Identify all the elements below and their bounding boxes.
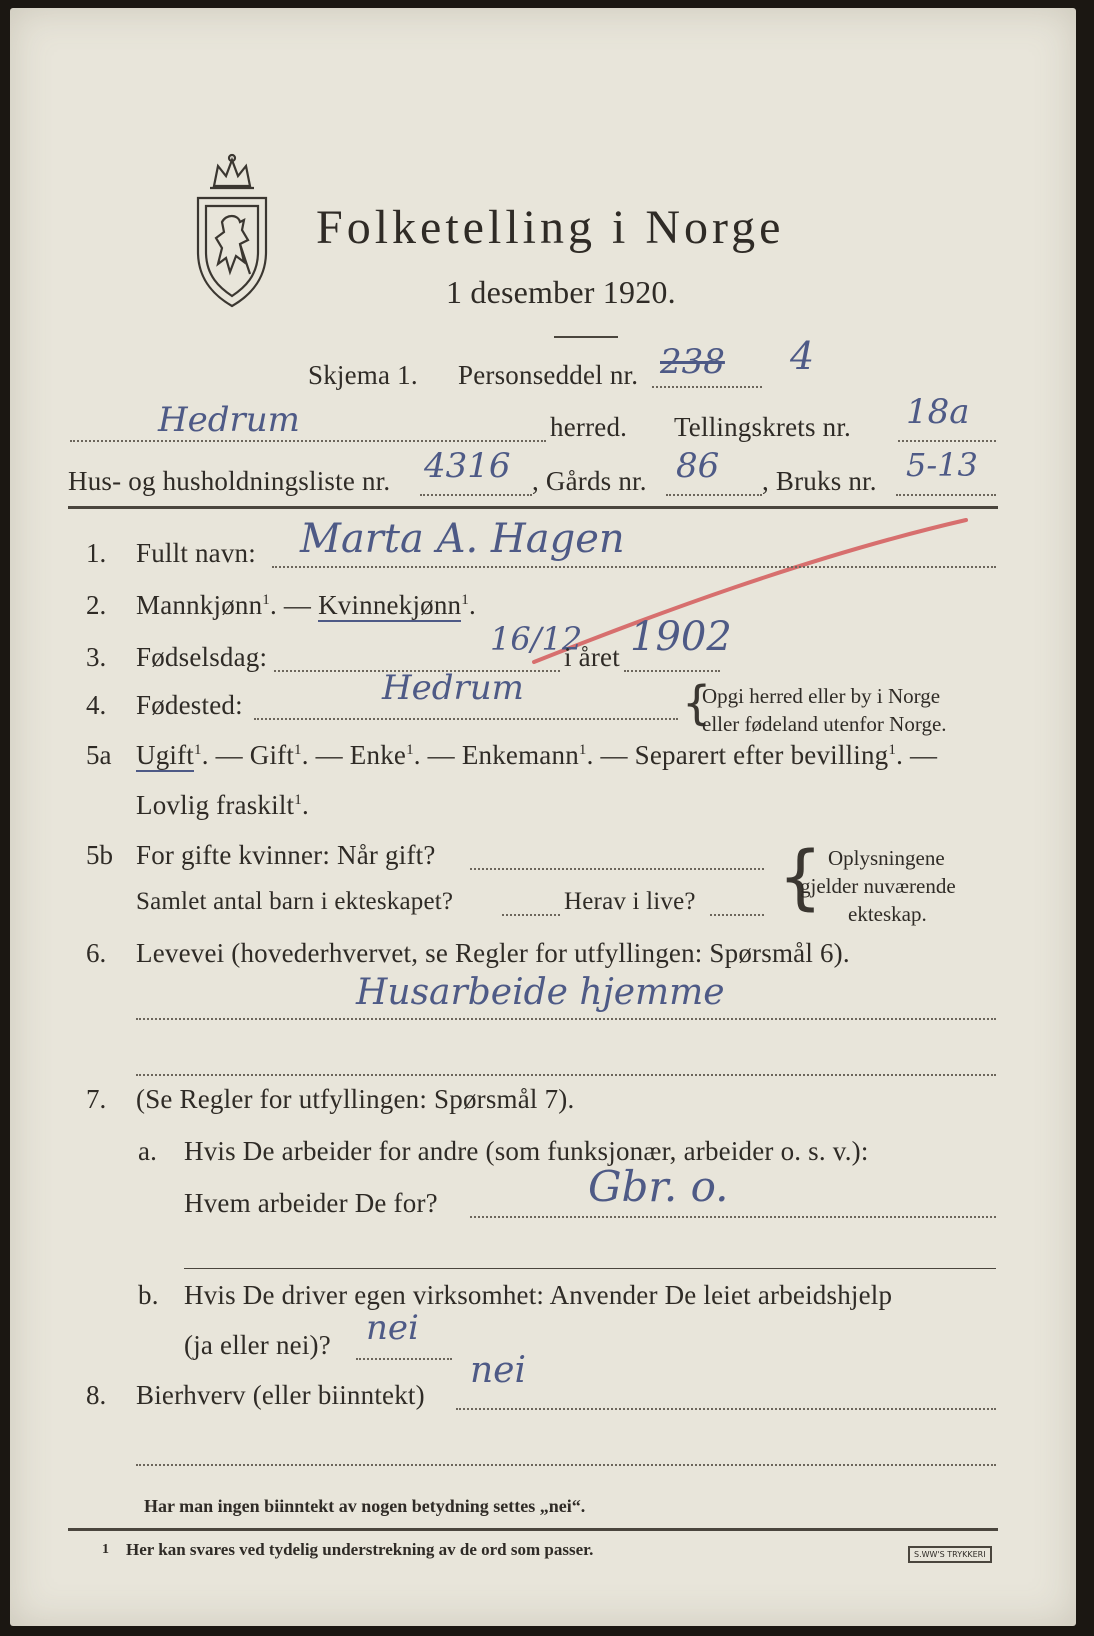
bruks-value: 5-13 [906, 446, 978, 484]
q5b-label: For gifte kvinner: Når gift? [136, 840, 436, 870]
q7b-value: nei [366, 1308, 419, 1348]
herred-value: Hedrum [158, 400, 300, 440]
personseddel-label: Personseddel nr. [458, 360, 639, 390]
q8-value: nei [470, 1350, 527, 1391]
personseddel-value: 4 [790, 334, 815, 378]
q5b-brace: { [778, 836, 823, 918]
q7b-line [356, 1358, 452, 1360]
q4-brace: { [682, 676, 712, 730]
q3-day-value: 16/12 [490, 620, 583, 658]
q5a-number: 5a [86, 740, 112, 770]
q5b-note-line1: Oplysningene [828, 846, 945, 870]
q1-value: Marta A. Hagen [300, 516, 625, 562]
q5b-live-label: Herav i live? [564, 888, 696, 915]
q2-row [136, 590, 476, 621]
gards-value: 86 [676, 446, 720, 486]
q2-male: Mannkjønn [136, 590, 263, 620]
q1-label: Fullt navn: [136, 538, 256, 568]
footer-note: Har man ingen biinntekt av nogen betydning settes „nei“. [144, 1496, 586, 1516]
q2-male-sup: 1 [262, 592, 270, 608]
q5a-lovlig-sup: 1 [294, 792, 302, 808]
q5b-live-line [710, 914, 764, 916]
q8-label: Bierhverv (eller biinntekt) [136, 1380, 425, 1410]
q3-label: Fødselsdag: [136, 642, 268, 672]
q5a-ugift: Ugift [136, 740, 194, 770]
personseddel-line [652, 386, 762, 388]
q2-female: Kvinnekjønn [318, 590, 462, 620]
q2-end: . [468, 590, 476, 620]
footer-divider [68, 1528, 998, 1531]
q4-line [254, 718, 678, 720]
footnote-mark: 1 [102, 1542, 109, 1557]
q6-line1 [136, 1018, 996, 1020]
q8-line1 [456, 1408, 996, 1410]
census-form [10, 8, 1076, 1626]
q5a-row [136, 740, 937, 771]
gards-line [666, 494, 762, 496]
q5b-barn-line [502, 914, 560, 916]
q5a-gift-sup: 1 [294, 742, 302, 758]
herred-line [70, 440, 546, 442]
q5a-enkemann-sup: 1 [578, 742, 587, 758]
q5b-barn-label: Samlet antal barn i ekteskapet? [136, 888, 454, 915]
gards-label: , Gårds nr. [532, 466, 647, 496]
q3-number: 3. [86, 642, 107, 672]
schema-label: Skjema 1. [308, 360, 418, 390]
q5a-enkemann: . — Enkemann [413, 740, 579, 770]
q5b-note-line3: ekteskap. [848, 902, 927, 926]
q7a-value: Gbr. o. [588, 1162, 729, 1211]
q5a-enke: . — Enke [301, 740, 407, 770]
q6-value: Husarbeide hjemme [356, 972, 725, 1013]
q4-note-line2: eller fødeland utenfor Norge. [702, 712, 947, 736]
liste-label: Hus- og husholdningsliste nr. [68, 466, 391, 496]
q4-label: Fødested: [136, 690, 243, 720]
bruks-label: , Bruks nr. [762, 466, 877, 496]
q7b-letter: b. [138, 1280, 159, 1310]
q3-year-value: 1902 [630, 614, 732, 660]
q5a-lovlig-end: . [301, 790, 309, 820]
tellingskrets-label: Tellingskrets nr. [674, 412, 851, 442]
bruks-line [896, 494, 996, 496]
tellingskrets-value: 18a [906, 392, 970, 432]
q8-line2 [136, 1464, 996, 1466]
q5b-note-line2: gjelder nuværende [800, 874, 956, 898]
q7a-letter: a. [138, 1136, 158, 1166]
q5a-separert: . — Separert efter bevilling [586, 740, 889, 770]
census-date: 1 desember 1920. [446, 274, 676, 310]
q7-number: 7. [86, 1084, 107, 1114]
q1-number: 1. [86, 538, 107, 568]
q5a-end: . — [896, 740, 938, 770]
q7a-line2: Hvem arbeider De for? [184, 1188, 438, 1218]
q5a-lovlig: Lovlig fraskilt [136, 790, 295, 820]
q4-note-line1: Opgi herred eller by i Norge [702, 684, 941, 708]
q4-number: 4. [86, 690, 107, 720]
printer-stamp: S.WW'S TRYKKERI [908, 1546, 992, 1563]
q7b-line2: (ja eller nei)? [184, 1330, 331, 1360]
q5a-lovlig-row [136, 790, 309, 821]
liste-value: 4316 [424, 446, 511, 486]
q5a-separert-sup: 1 [888, 742, 897, 758]
q5a-gift: . — Gift [201, 740, 295, 770]
q5b-number: 5b [86, 840, 113, 870]
q5b-gift-line [470, 868, 764, 870]
q6-label: Levevei (hovederhvervet, se Regler for utfyllingen: Spørsmål 6). [136, 938, 850, 968]
coat-of-arms-icon [186, 152, 278, 312]
q1-line [272, 566, 996, 568]
q5a-enke-sup: 1 [406, 742, 414, 758]
q5a-ugift-sup: 1 [194, 742, 202, 758]
q3-year-line [624, 670, 720, 672]
q7b-line1: Hvis De driver egen virksomhet: Anvender De leiet arbeidshjelp [184, 1280, 893, 1310]
q6-line2 [136, 1074, 996, 1076]
q7-label: (Se Regler for utfyllingen: Spørsmål 7). [136, 1084, 575, 1114]
herred-label: herred. [550, 412, 628, 442]
q4-value: Hedrum [382, 668, 524, 708]
q7a-line1: Hvis De arbeider for andre (som funksjonær, arbeider o. s. v.): [184, 1136, 869, 1166]
q7a-line [470, 1216, 996, 1218]
form-title: Folketelling i Norge [316, 201, 785, 254]
q2-female-sup: 1 [461, 592, 469, 608]
header-divider [68, 506, 998, 509]
q3-year-label: i året [564, 642, 620, 672]
liste-line [420, 494, 532, 496]
q6-number: 6. [86, 938, 107, 968]
footnote-text: Her kan svares ved tydelig understrekning av de ord som passer. [126, 1540, 594, 1559]
personseddel-struck: 238 [660, 342, 725, 382]
q2-number: 2. [86, 590, 107, 620]
tellingskrets-line [898, 440, 996, 442]
title-divider [554, 336, 618, 338]
q8-number: 8. [86, 1380, 107, 1410]
q7a-extra-line [184, 1268, 996, 1269]
q2-sep: . — [270, 590, 312, 620]
